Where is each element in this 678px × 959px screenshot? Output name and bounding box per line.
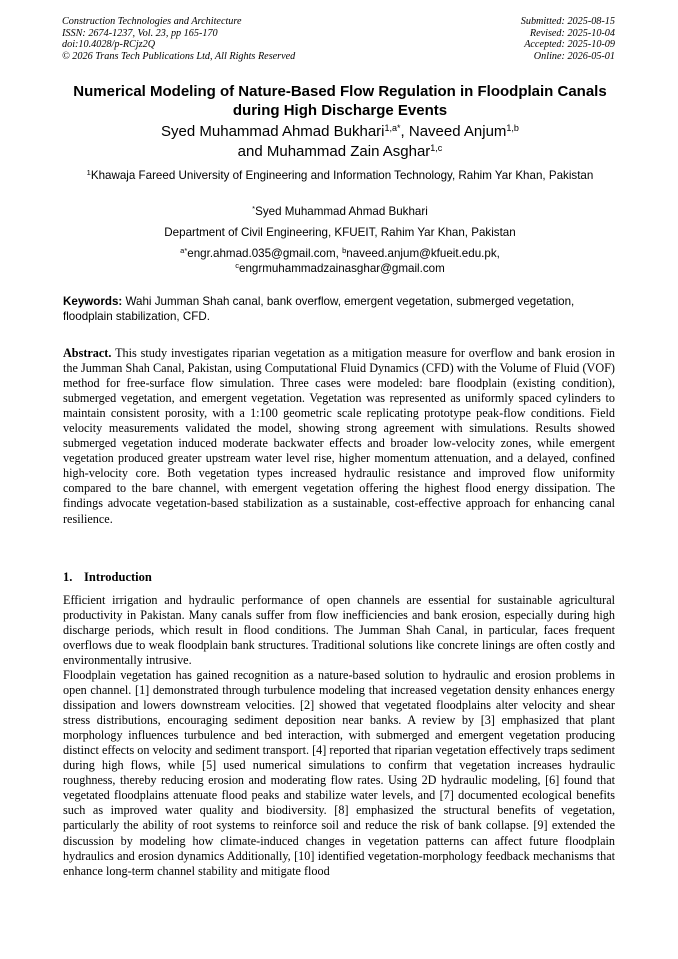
corresponding-name: Syed Muhammad Ahmad Bukhari bbox=[255, 205, 428, 218]
email-superscript: b bbox=[342, 246, 347, 255]
author-name: Syed Muhammad Ahmad Bukhari bbox=[161, 123, 385, 140]
affiliation-text: Khawaja Fareed University of Engineering and Information Technology, Rahim Yar Khan, Pakistan bbox=[90, 169, 594, 182]
author-list bbox=[80, 122, 600, 162]
online-date: Online: 2026-05-01 bbox=[533, 50, 615, 62]
corresponding-author bbox=[80, 204, 600, 219]
doi[interactable]: doi:10.4028/p-RCjz2Q bbox=[62, 39, 156, 51]
email-line-2 bbox=[80, 261, 600, 276]
issn-volume: ISSN: 2674-1237, Vol. 23, pp 165-170 bbox=[62, 27, 218, 39]
author-superscript: 1,c bbox=[430, 143, 443, 153]
abstract bbox=[63, 346, 615, 527]
email-line-1 bbox=[80, 246, 600, 261]
intro-paragraph-1: Efficient irrigation and hydraulic performance of open channels are essential for sustainable agricultural productivity in Pakistan. Many canals suffer from flow inefficiencies and bank erosion, especially during high discharge periods, which result in flood conditions. The Jumman Shah Canal, in particular, faces frequent overflows due to weak floodplain bank structures. Traditional solutions like concrete linings are often costly and environmentally intrusive. bbox=[63, 593, 615, 668]
submitted-date: Submitted: 2025-08-15 bbox=[520, 16, 615, 27]
keywords-label: Keywords: bbox=[63, 295, 123, 308]
section-title: Introduction bbox=[84, 570, 152, 584]
dates-info bbox=[521, 16, 615, 62]
email-superscript: a* bbox=[180, 246, 188, 255]
author-conjunction: and bbox=[237, 143, 267, 160]
author-separator: , bbox=[400, 123, 409, 140]
author-superscript: 1,a* bbox=[384, 123, 401, 133]
email-superscript: c bbox=[235, 261, 239, 270]
affiliation-superscript: 1 bbox=[86, 168, 91, 177]
copyright: © 2026 Trans Tech Publications Ltd, All Rights Reserved bbox=[62, 50, 296, 62]
keywords-text: Wahi Jumman Shah canal, bank overflow, emergent vegetation, submerged vegetation, floodplain stabilization, CFD. bbox=[63, 295, 575, 323]
author-name: Muhammad Zain Asghar bbox=[266, 143, 431, 160]
paper-title: Numerical Modeling of Nature-Based Flow Regulation in Floodplain Canals during High Discharge Events bbox=[73, 83, 607, 119]
journal-info bbox=[62, 16, 295, 62]
author-name: Naveed Anjum bbox=[408, 123, 507, 140]
revised-date: Revised: 2025-10-04 bbox=[529, 27, 615, 39]
author-line-2 bbox=[80, 142, 600, 162]
accepted-date: Accepted: 2025-10-09 bbox=[524, 39, 615, 51]
abstract-label: Abstract. bbox=[63, 346, 112, 360]
intro-paragraph-2: Floodplain vegetation has gained recognition as a nature-based solution to hydraulic and erosion problems in open channel. [1] demonstrated through turbulence modeling that increased vegetation density enhances energy dissipation and lowers downstream velocities. [2] showed that vegetated floodplains alter velocity and shear stress distributions, encouraging sediment deposition near banks. A review by [3] emphasized that plant morphology influences turbulence and bed interaction, with submerged and emergent vegetation producing distinct effects on velocity and sediment transport. [4] reported that riparian vegetation effectively traps sediment during high flows, while [5] used numerical simulations to confirm that vegetation increases hydraulic roughness, thereby reducing erosion and moderating flow rates. Using 2D hydraulic modeling, [6] found that vegetated floodplains attenuate flood peaks and stabilize water levels, and [7] documented ecological benefits such as improved water quality and biodiversity. [8] emphasized the structural benefits of vegetation, particularly the ability of root systems to reinforce soil and reduce the risk of bank collapse. [9] extended the discussion by modeling how climate-induced changes in vegetation patterns can affect future floodplain hydraulics and erosion dynamics Additionally, [10] identified vegetation-morphology feedback mechanisms that enhance long-term channel stability and mitigate flood bbox=[63, 668, 615, 878]
section-number: 1. bbox=[63, 570, 73, 584]
author-line-1 bbox=[80, 122, 600, 142]
author-superscript: 1,b bbox=[506, 123, 519, 133]
email-b[interactable]: naveed.anjum@kfueit.edu.pk, bbox=[346, 247, 500, 260]
keywords bbox=[63, 294, 615, 324]
email-c[interactable]: engrmuhammadzainasghar@gmail.com bbox=[239, 262, 445, 275]
section-heading-introduction bbox=[63, 570, 152, 585]
corresponding-superscript: * bbox=[252, 204, 256, 213]
abstract-text: This study investigates riparian vegetation as a mitigation measure for overflow and bank erosion in the Jumman Shah Canal, Pakistan, using Computational Fluid Dynamics (CFD) with the Volume of Fluid (VOF) method for free-surface flow simulation. Three cases were modeled: bare floodplain (existing condition), submerged vegetation, and emergent vegetation. Vegetation was represented as uniformly spaced cylinders to maintain consistent porosity, with a 1:100 geometric scale replicating prototype peak-flow conditions. Field velocity measurements validated the model, showing strong agreement with simulations. Results showed submerged vegetation induced moderate backwater effects and broader low-velocity zones, while emergent vegetation produced greater upstream water level rise, higher momentum attenuation, and a delayed, confined high-velocity core. Both vegetation types increased hydraulic resistance and improved flow uniformity compared to the bare channel, with emergent vegetation offering the highest flood energy dissipation. The findings advocate vegetation-based stabilization as a sustainable, cost-effective approach for enhancing canal resilience. bbox=[63, 346, 615, 526]
department: Department of Civil Engineering, KFUEIT, Rahim Yar Khan, Pakistan bbox=[164, 226, 516, 239]
email-a[interactable]: engr.ahmad.035@gmail.com, bbox=[187, 247, 343, 260]
affiliation-1 bbox=[80, 168, 600, 183]
email-list bbox=[80, 246, 600, 276]
journal-name: Construction Technologies and Architecture bbox=[62, 16, 242, 27]
